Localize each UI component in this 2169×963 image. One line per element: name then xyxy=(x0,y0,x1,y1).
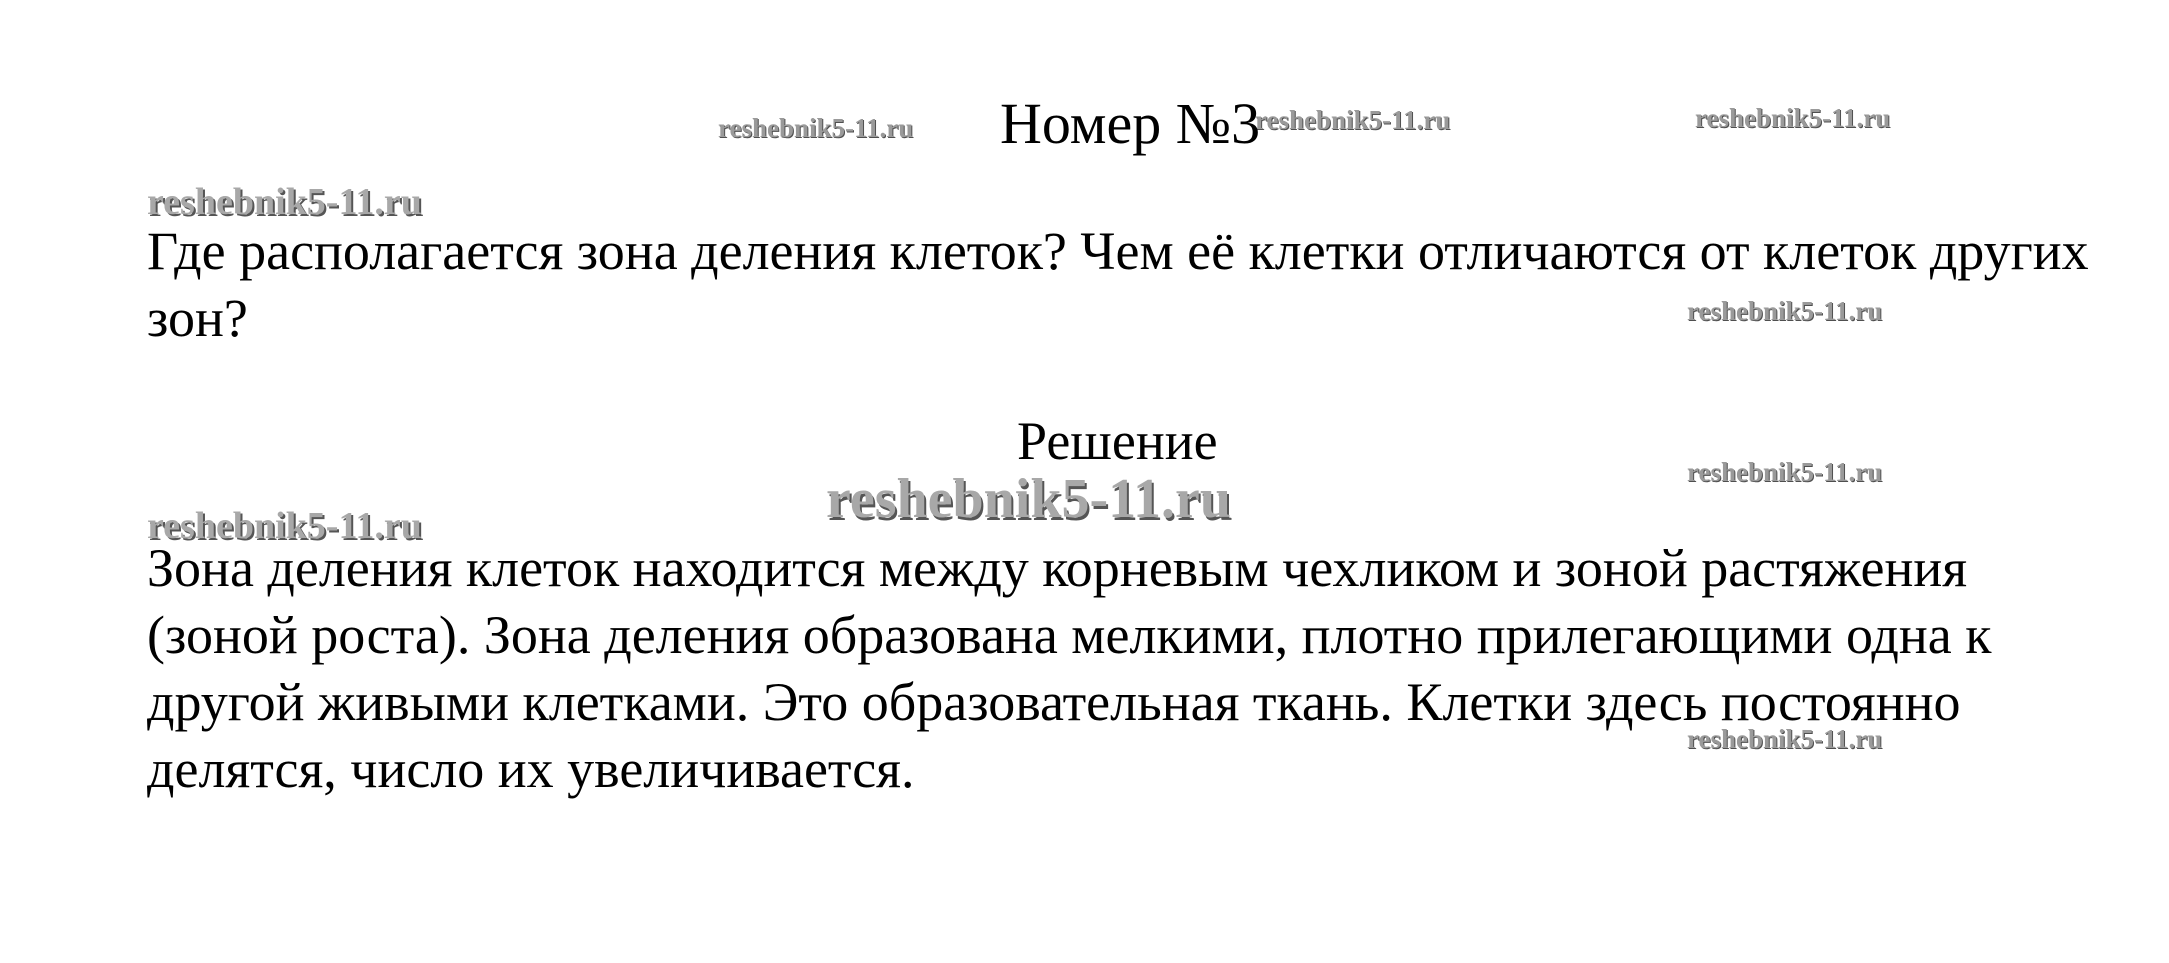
watermark-answer-right: reshebnik5-11.ru xyxy=(1687,724,1883,754)
page-title: Номер №3 xyxy=(1000,91,1261,156)
question-text: Где располагается зона деления клеток? Чем её клетки отличаются от клеток других зон? xyxy=(147,221,2089,348)
watermark-answer-left: reshebnik5-11.ru xyxy=(147,505,422,547)
solution-heading: Решение xyxy=(1017,411,1218,471)
watermark-top-right: reshebnik5-11.ru xyxy=(1695,103,1891,133)
watermark-title-left: reshebnik5-11.ru xyxy=(718,113,914,143)
answer-text: Зона деления клеток находится между корневым чехликом и зоной растяжения (зоной роста). Зона деления образована мелкими, плотно прилегающими одна к другой живыми клетками. Это образовательная ткань. Клетки здесь постоянно делятся, число их увеличивается. xyxy=(147,538,1992,799)
watermark-title-right: reshebnik5-11.ru xyxy=(1255,105,1451,135)
watermark-question-left: reshebnik5-11.ru xyxy=(147,181,422,223)
watermark-solution-center: reshebnik5-11.ru xyxy=(826,468,1232,530)
watermark-solution-right: reshebnik5-11.ru xyxy=(1687,457,1883,487)
watermark-question-right: reshebnik5-11.ru xyxy=(1687,296,1883,326)
